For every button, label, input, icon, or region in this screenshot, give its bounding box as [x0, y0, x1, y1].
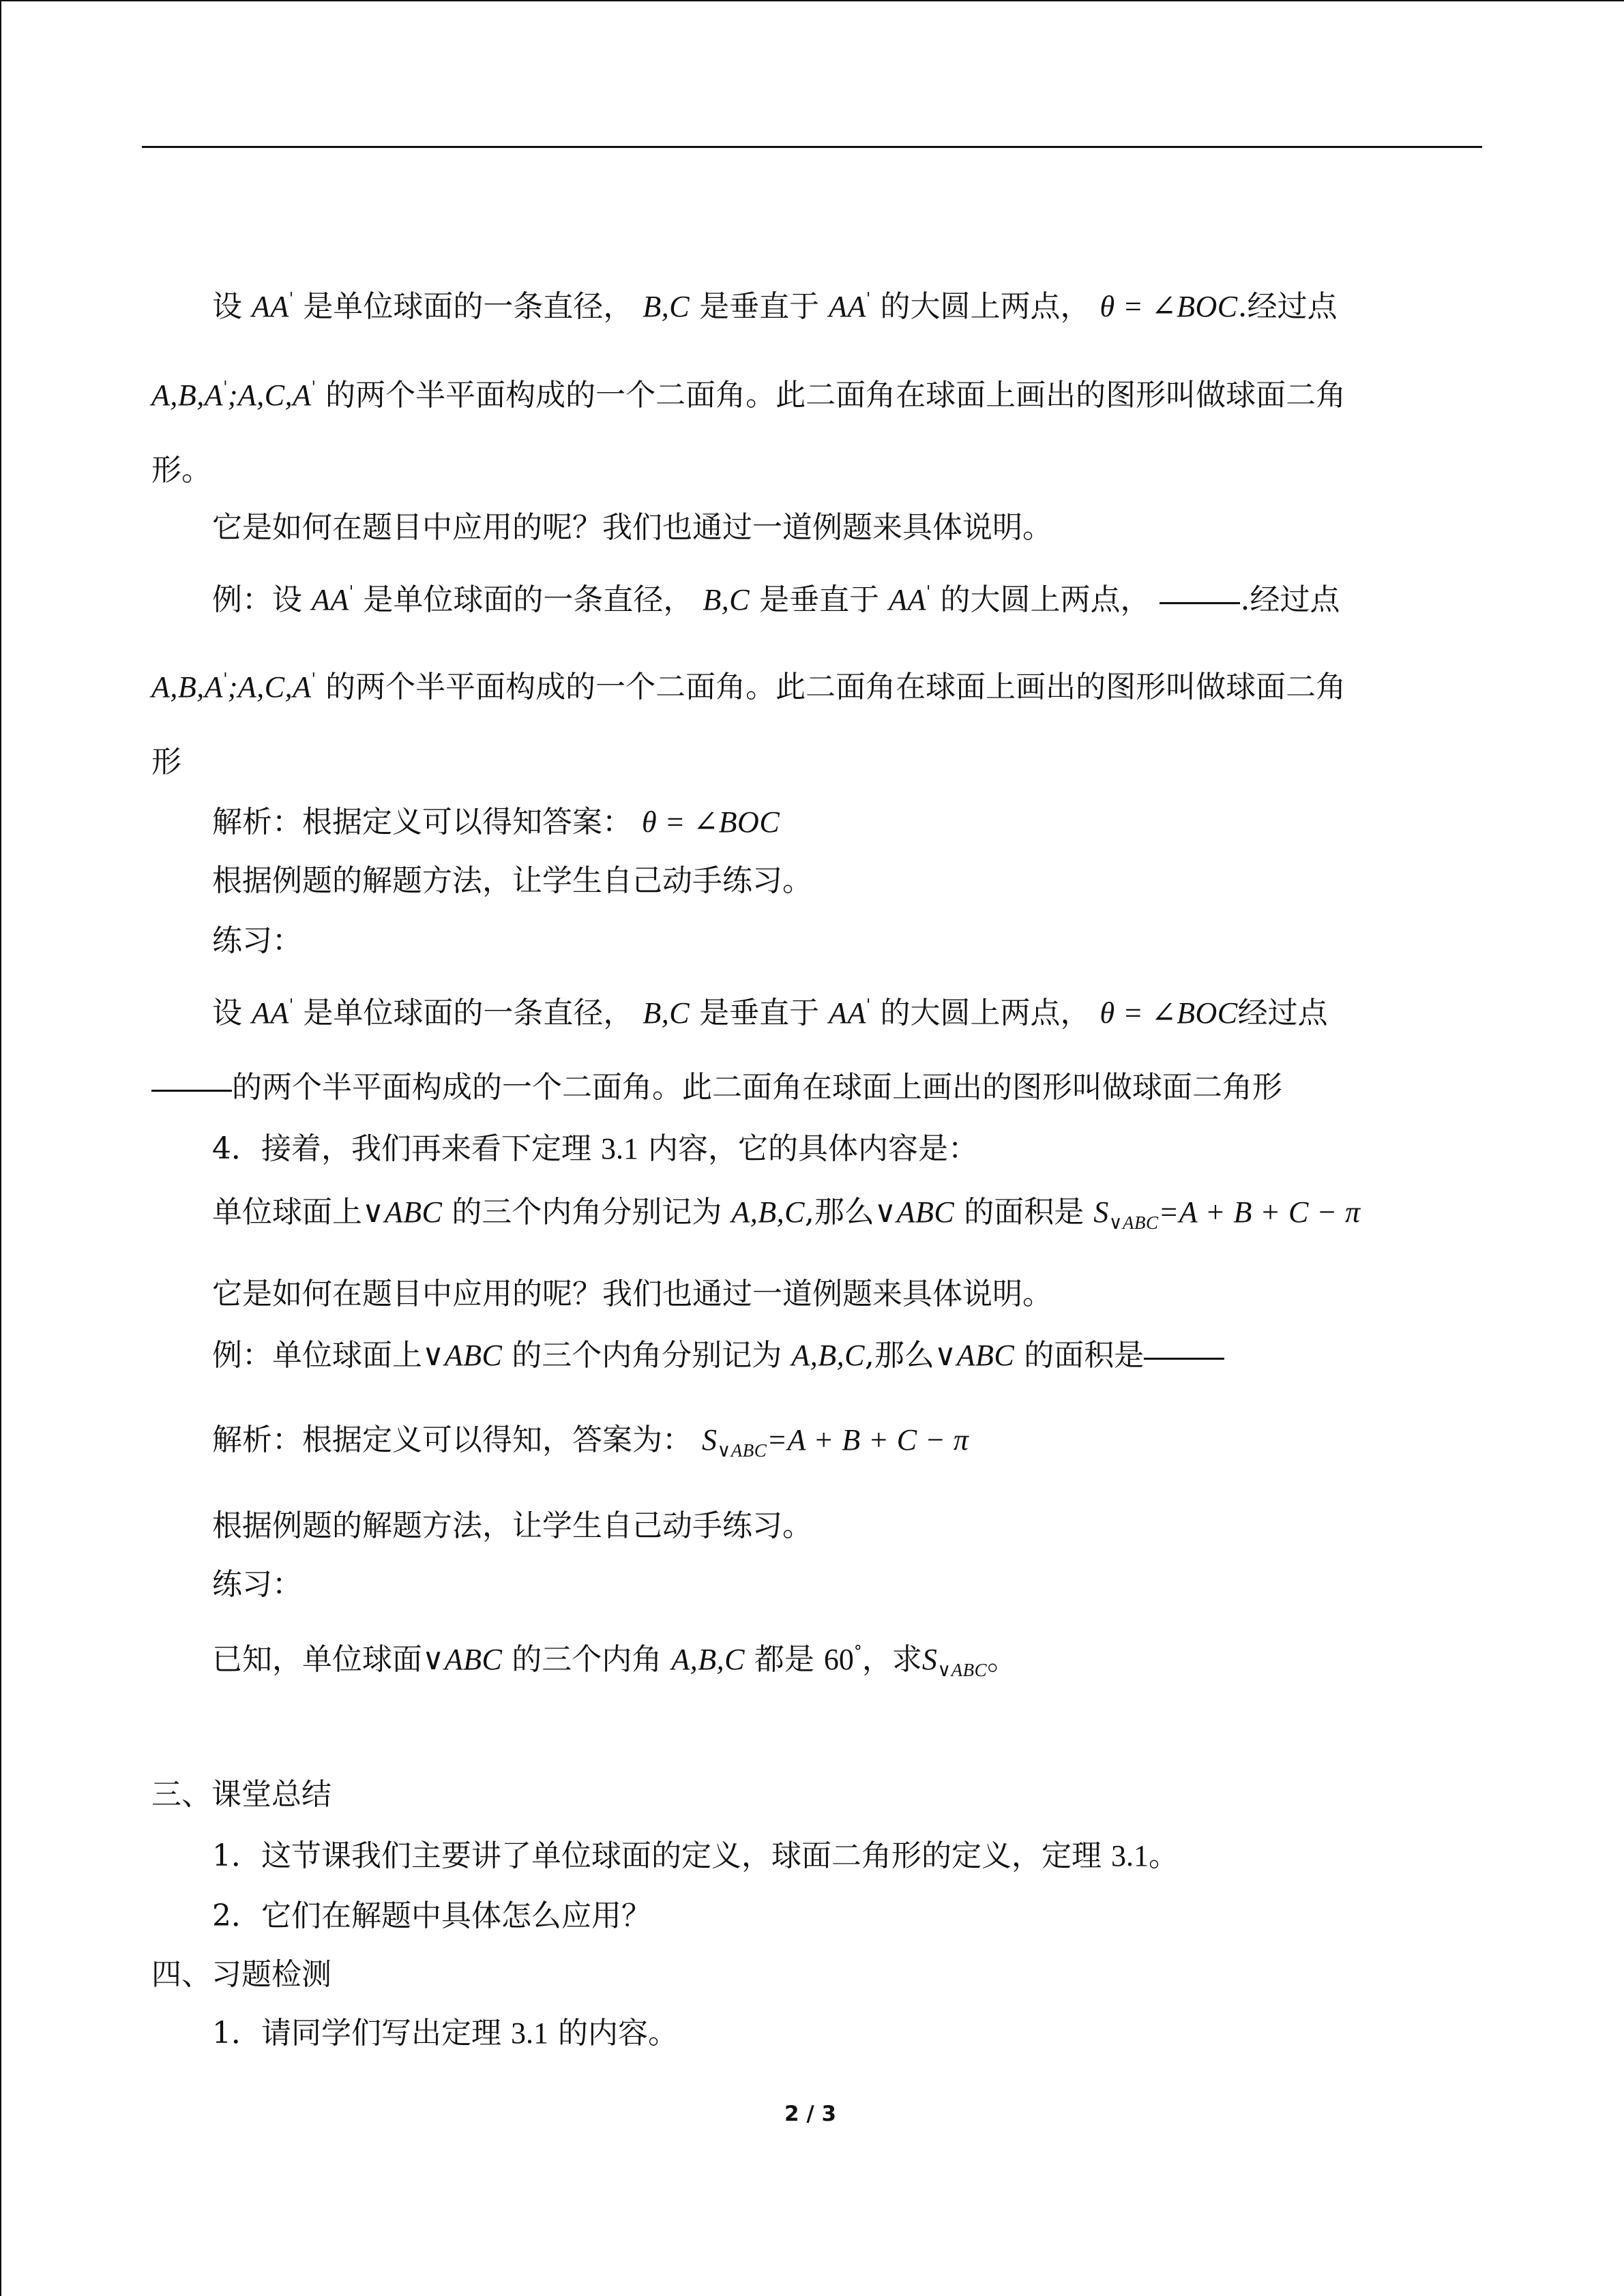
text-segment: 是垂直于	[759, 582, 880, 617]
text-segment: 是单位球面的一条直径，	[363, 582, 694, 617]
theorem-number: 3.1	[601, 1132, 638, 1165]
math-expression: AA	[312, 583, 349, 616]
area-symbol: S	[1093, 1195, 1109, 1229]
text-segment: 四、习题检测	[151, 1957, 331, 1992]
prime-mark: '	[866, 289, 871, 308]
prime-mark: '	[289, 996, 294, 1015]
text-segment: 。	[1149, 1838, 1179, 1873]
prime-mark: '	[223, 378, 228, 397]
prime-mark: '	[311, 670, 316, 689]
header-divider	[142, 146, 1482, 148]
math-expression: AA	[829, 290, 866, 323]
text-segment: 的三个内角	[512, 1642, 662, 1677]
text-segment: 形	[151, 745, 181, 779]
answer-blank	[1160, 602, 1240, 604]
prime-mark: '	[223, 670, 228, 689]
theorem-number: 3.1	[1111, 1839, 1149, 1873]
theorem-statement	[212, 1192, 1361, 1243]
paragraph-definition-line-1	[212, 278, 1338, 327]
example-2	[212, 1335, 1224, 1376]
text-segment: 2．它们在解题中具体怎么应用？	[212, 1898, 651, 1933]
text-segment: 练习：	[212, 923, 302, 958]
text-segment: 的三个内角分别记为	[512, 1338, 782, 1373]
summary-item-1	[212, 1836, 1179, 1877]
text-segment: 解析：根据定义可以得知答案：	[212, 805, 632, 839]
exercise-item-1	[212, 2013, 678, 2054]
text-segment: 内容，它的具体内容是：	[648, 1131, 978, 1166]
text-segment: 的两个半平面构成的一个二面角。此二面角在球面上画出的图形叫做球面二角	[325, 670, 1346, 704]
math-expression: A,B,C	[671, 1643, 745, 1676]
text-segment: 设	[212, 289, 242, 324]
text-segment: 1．这节课我们主要讲了单位球面的定义，球面二角形的定义，定理	[212, 1838, 1102, 1873]
text-segment: 经过点	[1237, 996, 1328, 1030]
example-1-line-1	[212, 571, 1340, 621]
theorem-heading	[212, 1129, 978, 1169]
math-expression: ∨ABC	[362, 1195, 443, 1229]
math-expression: AA	[829, 996, 866, 1030]
text-segment: 的面积是	[964, 1195, 1084, 1229]
text-segment: 的大圆上两点，	[880, 996, 1091, 1030]
text-segment: 的大圆上两点，	[880, 289, 1091, 324]
practice-1-line-2	[151, 1067, 1282, 1108]
math-expression: =A + B + C − π	[767, 1423, 969, 1457]
area-symbol: S	[921, 1643, 938, 1676]
text-segment: .经过点	[1237, 289, 1338, 324]
prime-mark: '	[349, 582, 354, 601]
angle-value: 60	[823, 1643, 854, 1676]
example-1-line-2	[151, 659, 1346, 708]
section-summary-heading	[151, 1774, 331, 1815]
prime-mark: '	[289, 289, 294, 308]
practice-heading-1	[212, 921, 302, 961]
area-subscript: ∨ABC	[1108, 1212, 1159, 1233]
text-segment: 根据例题的解题方法，让学生自己动手练习。	[212, 863, 812, 898]
math-expression: ∨ABC	[422, 1339, 503, 1372]
text-segment: 形。	[151, 453, 211, 488]
math-expression: B,C	[643, 996, 690, 1030]
text-segment: 的三个内角分别记为	[452, 1195, 722, 1229]
answer-blank	[1144, 1358, 1224, 1360]
practice-2	[212, 1631, 1017, 1690]
practice-1-line-1	[212, 985, 1328, 1034]
math-expression: ∨ABC	[874, 1195, 955, 1229]
text-segment: 根据例题的解题方法，让学生自己动手练习。	[212, 1508, 812, 1543]
text-segment: ,那么	[804, 1195, 874, 1229]
math-expression: θ = ∠BOC	[1099, 996, 1238, 1030]
text-segment: 1．请同学们写出定理	[212, 2016, 501, 2051]
math-expression: ;A,C,A	[227, 670, 312, 704]
degree-mark: °	[853, 1642, 862, 1661]
text-segment: ,那么	[864, 1338, 934, 1373]
text-segment: 的两个半平面构成的一个二面角。此二面角在球面上画出的图形叫做球面二角形	[232, 1070, 1282, 1105]
text-segment: 例：单位球面上	[212, 1338, 422, 1373]
area-symbol: S	[702, 1423, 718, 1457]
paragraph-application-intro-2	[212, 1274, 1052, 1315]
analysis-2	[212, 1420, 969, 1471]
math-expression: B,C	[643, 290, 690, 323]
text-segment: ，求	[861, 1642, 922, 1677]
text-segment: 是垂直于	[699, 996, 820, 1030]
text-segment: 的面积是	[1024, 1338, 1145, 1373]
math-expression: =A + B + C − π	[1158, 1195, 1361, 1229]
math-expression: AA	[252, 290, 289, 323]
example-1-line-3	[151, 742, 181, 783]
practice-instruction-1	[212, 861, 812, 901]
math-expression: θ = ∠BOC	[642, 805, 780, 839]
prime-mark: '	[311, 378, 316, 397]
math-expression: A,B,A	[151, 670, 224, 704]
text-segment: 的两个半平面构成的一个二面角。此二面角在球面上画出的图形叫做球面二角	[325, 378, 1346, 413]
text-segment: 解析：根据定义可以得知，答案为：	[212, 1422, 692, 1457]
math-expression: AA	[889, 583, 926, 616]
prime-mark: '	[866, 996, 871, 1015]
math-expression: A,B,A	[151, 378, 224, 412]
text-segment: 三、课堂总结	[151, 1777, 331, 1812]
text-segment: 它是如何在题目中应用的呢？我们也通过一道例题来具体说明。	[212, 510, 1052, 545]
math-expression: ;A,C,A	[227, 378, 312, 412]
math-expression: AA	[252, 996, 289, 1030]
analysis-1	[212, 802, 780, 843]
text-segment: 都是	[754, 1642, 814, 1677]
text-segment: 4．接着，我们再来看下定理	[212, 1131, 591, 1166]
text-segment: .经过点	[1240, 582, 1340, 617]
text-segment: 已知，单位球面	[212, 1642, 422, 1677]
text-segment: 单位球面上	[212, 1195, 362, 1229]
prime-mark: '	[926, 582, 931, 601]
text-segment: 的大圆上两点，	[940, 582, 1151, 617]
math-expression: θ = ∠BOC	[1099, 290, 1238, 323]
math-expression: B,C	[703, 583, 750, 616]
text-segment: 例：设	[212, 582, 302, 617]
text-segment: 是垂直于	[699, 289, 820, 324]
text-segment: 是单位球面的一条直径，	[303, 289, 634, 324]
text-segment: 是单位球面的一条直径，	[303, 996, 634, 1030]
theorem-number: 3.1	[511, 2016, 548, 2050]
paragraph-definition-line-3	[151, 450, 211, 491]
math-expression: ∨ABC	[934, 1339, 1015, 1372]
area-subscript: ∨ABC	[937, 1660, 988, 1680]
text-segment: 的内容。	[558, 2016, 678, 2051]
page-number: 2 / 3	[784, 2102, 837, 2126]
area-subscript: ∨ABC	[717, 1440, 767, 1461]
answer-blank	[151, 1090, 232, 1092]
text-segment: 。	[987, 1642, 1018, 1677]
paragraph-application-intro	[212, 507, 1052, 548]
text-segment: 它是如何在题目中应用的呢？我们也通过一道例题来具体说明。	[212, 1277, 1052, 1311]
math-expression: ∨ABC	[422, 1643, 503, 1676]
text-segment: 练习：	[212, 1567, 302, 1602]
section-exercise-heading	[151, 1954, 331, 1995]
text-segment: 设	[212, 996, 242, 1030]
summary-item-2	[212, 1896, 651, 1937]
math-expression: A,B,C	[791, 1339, 865, 1372]
practice-instruction-2	[212, 1506, 812, 1547]
practice-heading-2	[212, 1564, 302, 1605]
paragraph-definition-line-2	[151, 367, 1346, 416]
math-expression: A,B,C	[731, 1195, 805, 1229]
